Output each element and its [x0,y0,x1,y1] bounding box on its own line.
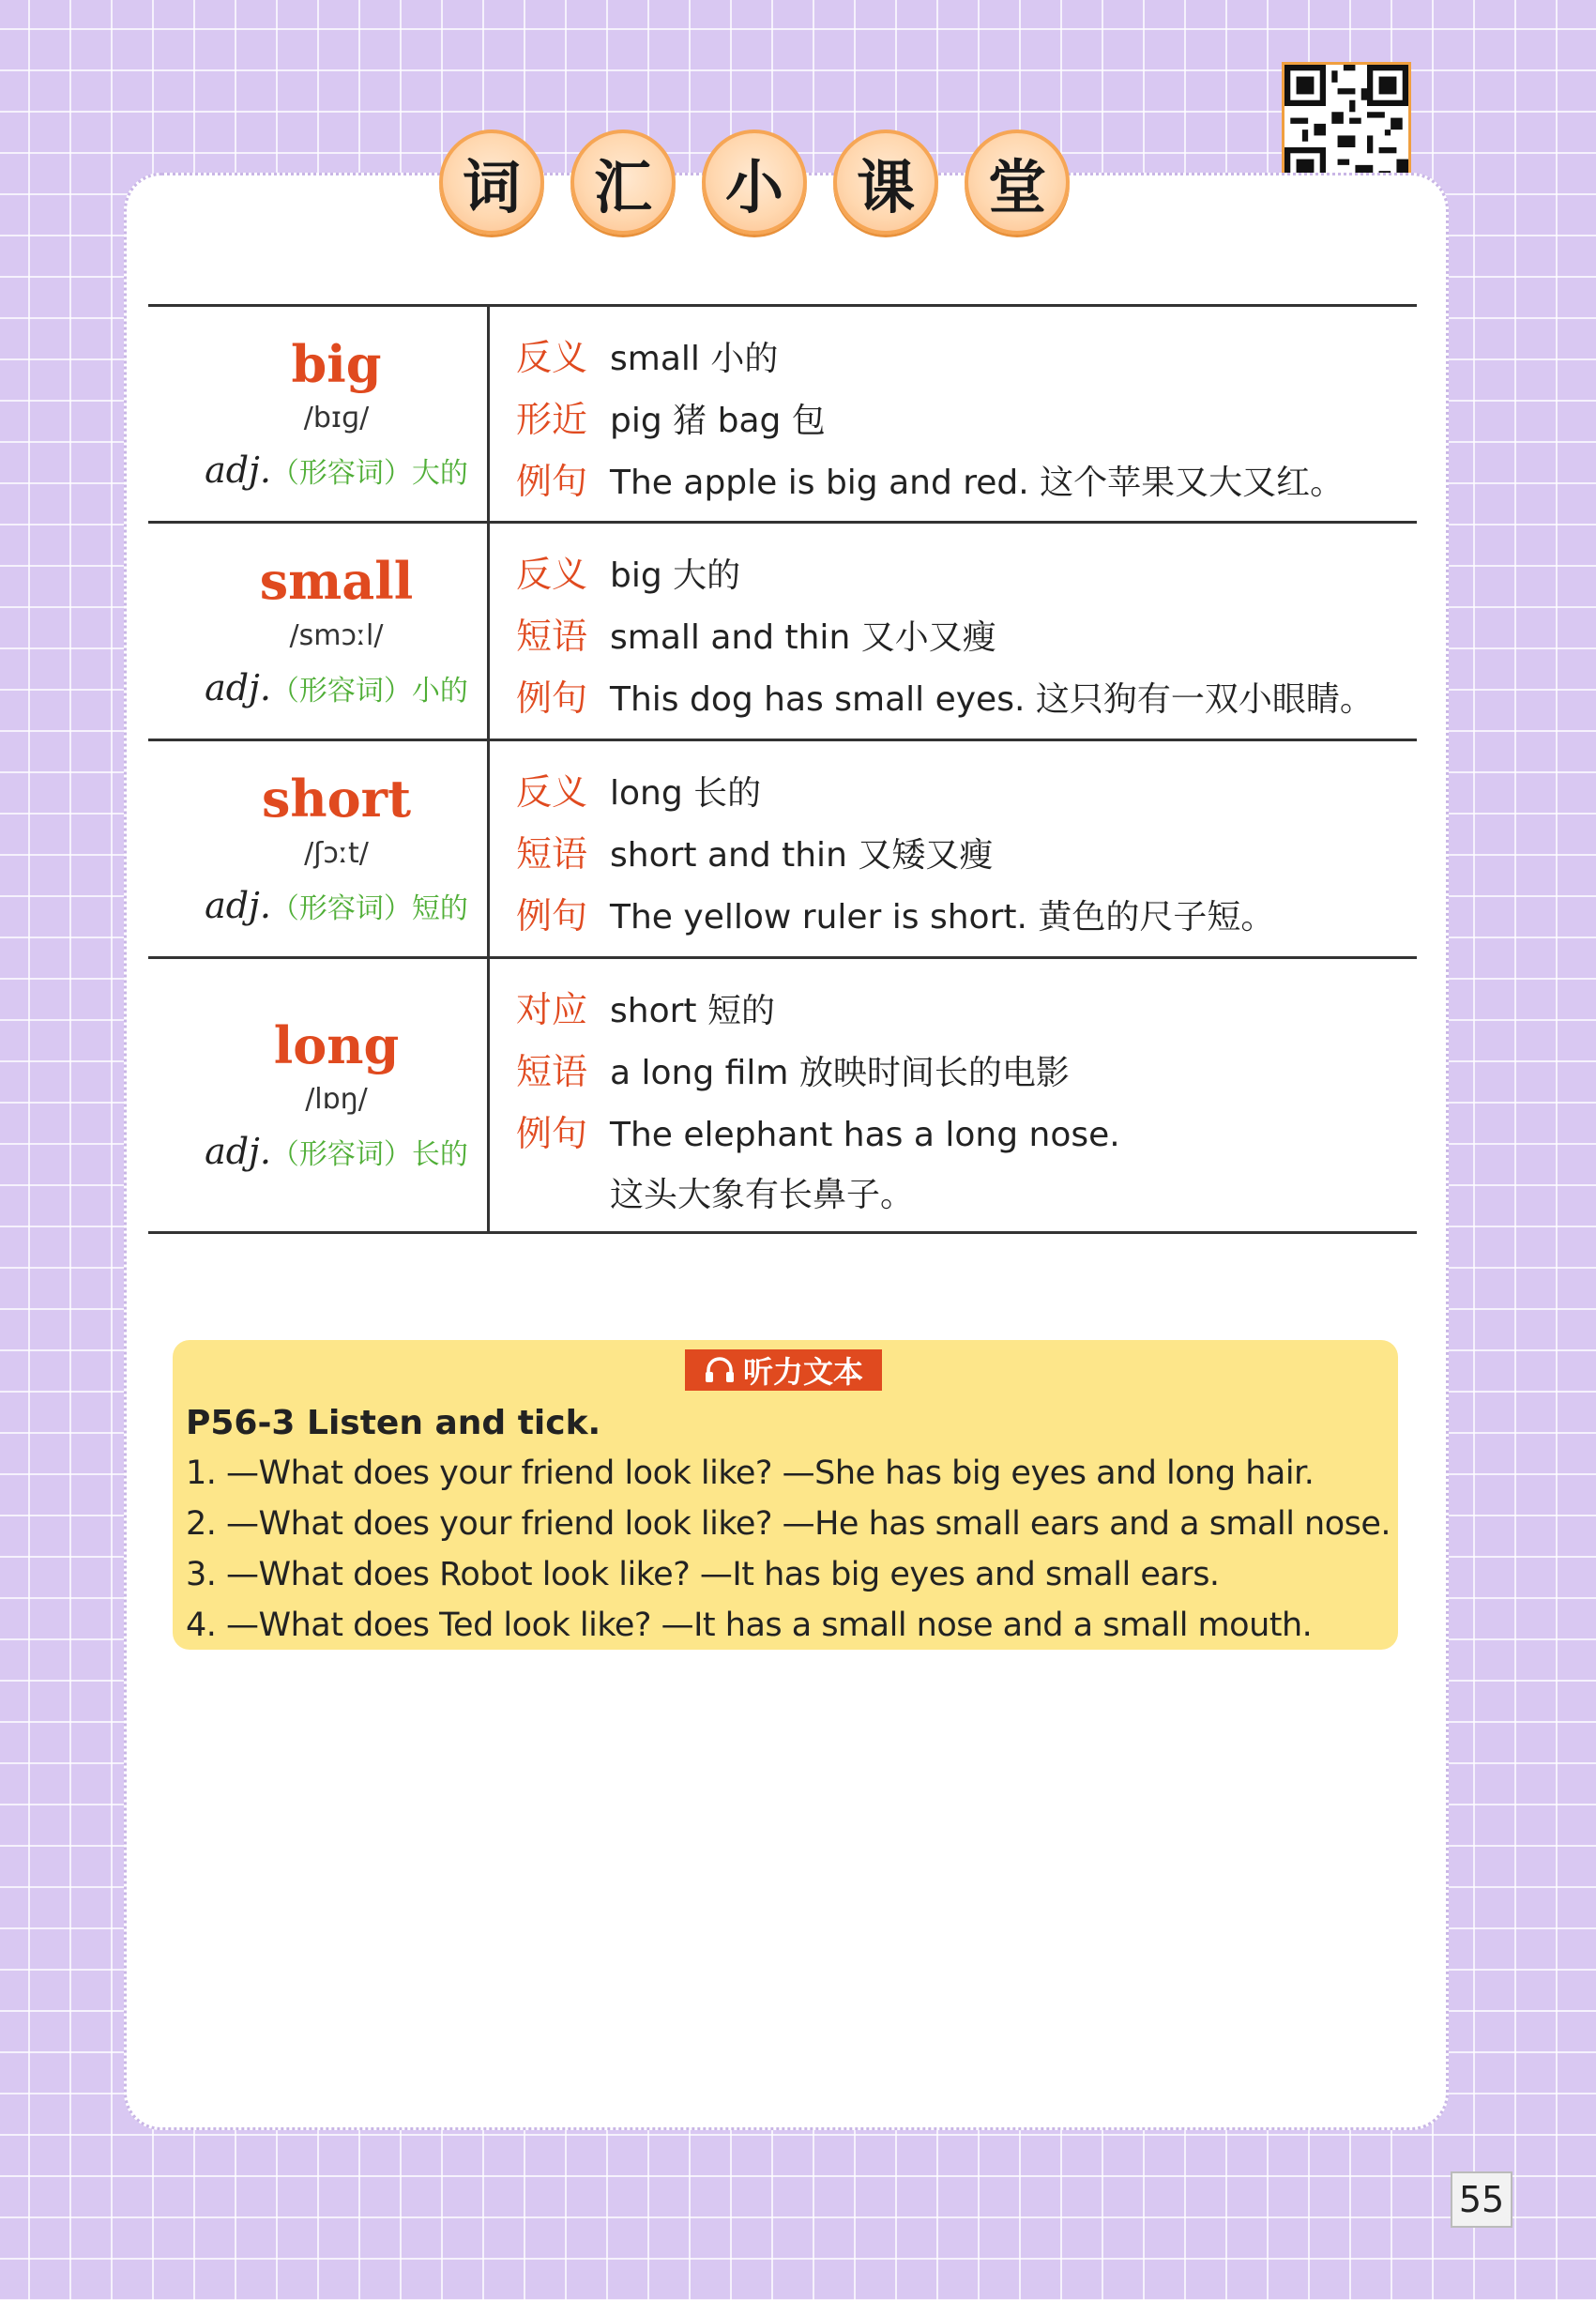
info-tag: 反义 [516,337,588,378]
listening-line: 2. —What does your friend look like? —He has small ears and a small nose. [186,1505,1391,1543]
title-char: 词 [439,129,544,235]
info-text: short and thin 又矮又瘦 [610,836,994,875]
word-cell [148,741,490,956]
phonetic: /ʃɔːt/ [304,836,369,870]
title-char: 小 [702,129,807,235]
word-cell [148,524,490,739]
phonetic: /lɒŋ/ [305,1083,368,1117]
pos-meaning: （形容词）长的 [270,1138,468,1172]
pos-meaning: （形容词）大的 [270,457,468,491]
info-tag: 反义 [516,554,588,595]
info-text: The elephant has a long nose. [610,1116,1120,1154]
vocab-row [148,956,1417,1234]
title-char: 课 [833,129,938,235]
title-char: 堂 [965,129,1070,235]
pos-abbr: adj. [205,884,271,926]
listening-line: 3. —What does Robot look like? —It has big eyes and small ears. [186,1556,1220,1593]
title-char: 汇 [570,129,676,235]
qr-code-icon [1284,65,1408,189]
info-cell [490,307,1417,521]
info-tag: 短语 [516,616,588,657]
info-text: long 长的 [610,774,762,813]
info-cell [490,524,1417,739]
pos-meaning: （形容词）短的 [270,891,468,925]
info-cell [490,741,1417,956]
word-cell [148,959,490,1231]
vocab-row [148,739,1417,956]
listening-line: 4. —What does Ted look like? —It has a small nose and a small mouth. [186,1607,1313,1644]
page-number: 55 [1451,2171,1512,2228]
info-tag: 短语 [516,1051,588,1092]
info-line [516,668,1417,730]
info-line [516,544,1417,606]
info-line [516,327,1417,389]
word-cell [148,307,490,521]
info-text: pig 猪 bag 包 [610,402,826,440]
info-cell [490,959,1417,1231]
info-line [516,824,1417,886]
vocab-word: long [273,1014,400,1075]
listening-text-box [173,1340,1398,1650]
phonetic: /smɔːl/ [289,618,384,652]
info-text: short 短的 [610,992,775,1030]
info-text: a long film 放映时间长的电影 [610,1054,1070,1092]
pos-abbr: adj. [205,666,271,708]
pos-abbr: adj. [205,449,271,492]
listening-label[interactable] [685,1349,882,1391]
part-of-speech [205,885,468,926]
info-line [516,980,1417,1042]
vocab-row [148,304,1417,521]
vocab-row [148,521,1417,739]
part-of-speech [205,667,468,708]
info-line [516,1165,1417,1226]
listening-title: P56-3 Listen and tick. [186,1404,601,1442]
phonetic: /bɪɡ/ [303,402,370,435]
info-text: This dog has small eyes. 这只狗有一双小眼睛。 [610,680,1374,719]
info-tag: 例句 [516,895,588,937]
info-line [516,1042,1417,1104]
listening-label-text: 听力文本 [742,1354,863,1390]
info-line [516,389,1417,451]
info-text: big 大的 [610,556,741,595]
vocab-word: short [261,769,412,830]
info-text: The apple is big and red. 这个苹果又大又红。 [610,464,1345,502]
info-line [516,606,1417,668]
info-tag: 例句 [516,678,588,719]
info-line [516,451,1417,513]
info-tag: 短语 [516,833,588,875]
info-tag: 反义 [516,771,588,813]
info-line [516,886,1417,948]
page-title [439,129,1070,235]
pos-abbr: adj. [205,1131,271,1173]
part-of-speech [205,1131,468,1172]
info-tag: 例句 [516,1113,588,1154]
info-text: small and thin 又小又瘦 [610,618,996,657]
info-text: The yellow ruler is short. 黄色的尺子短。 [610,898,1275,937]
info-line [516,1104,1417,1165]
part-of-speech [205,449,468,491]
headphones-icon [704,1356,736,1384]
info-tag: 例句 [516,461,588,502]
info-tag: 对应 [516,989,588,1030]
vocab-table [148,304,1417,1234]
info-tag: 形近 [516,399,588,440]
pos-meaning: （形容词）小的 [270,674,468,708]
listening-line: 1. —What does your friend look like? —She has big eyes and long hair. [186,1455,1315,1492]
vocab-word: big [291,333,382,394]
info-text: 这头大象有长鼻子。 [610,1176,915,1214]
vocab-word: small [259,551,414,612]
info-line [516,762,1417,824]
info-text: small 小的 [610,340,779,378]
